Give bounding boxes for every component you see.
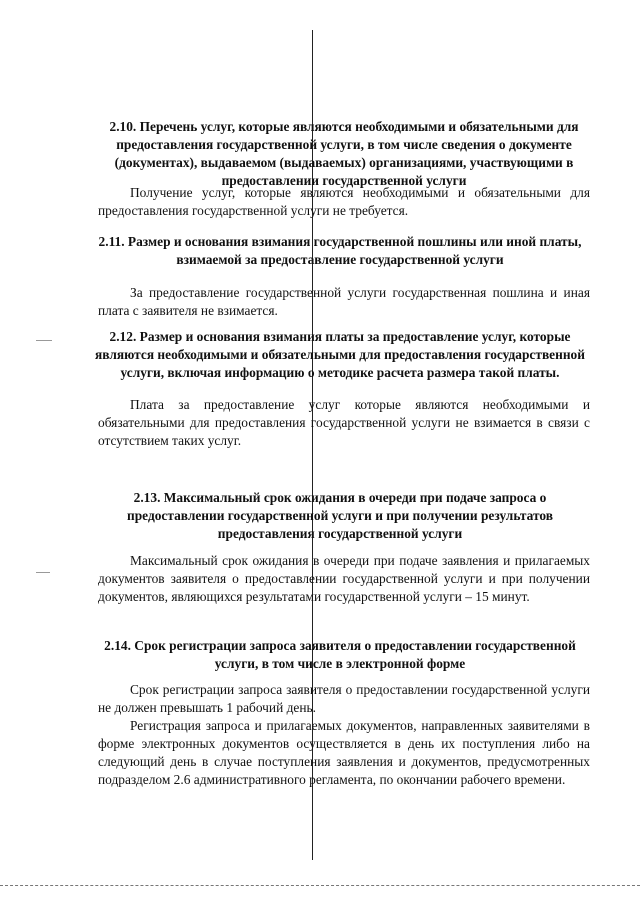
paragraph: Получение услуг, которые являются необходимыми и обязательными для предоставления государственной услуги не требуется. — [98, 185, 590, 218]
section-body-2-14 — [98, 681, 590, 789]
section-heading-2-12: 2.12. Размер и основания взимания платы за предоставление услуг, которые являются необходимыми и обязательными для предоставления государственной услуги, включая информацию о методике расчета размера такой платы. — [95, 329, 585, 380]
section-body-2-13 — [98, 552, 590, 606]
section-heading-2-14: 2.14. Срок регистрации запроса заявителя о предоставлении государственной услуги, в том числе в электронной форме — [104, 638, 576, 671]
paragraph: Максимальный срок ожидания в очереди при подаче заявления и прилагаемых документов заявителя о предоставлении государственной услуги и при получении документов, являющихся результатами государственной услуги – 15 минут. — [98, 553, 590, 604]
margin-mark — [36, 340, 52, 341]
section-heading-2-11: 2.11. Размер и основания взимания государственной пошлины или иной платы, взимаемой за предоставление государственной услуги — [98, 234, 582, 267]
paragraph: Регистрация запроса и прилагаемых документов, направленных заявителями в форме электронных документов осуществляется в день их поступления либо на следующий день в случае поступления заявления и документов, предусмотренных подразделом 2.6 административного регламента, по окончании рабочего времени. — [98, 718, 590, 787]
paragraph: Срок регистрации запроса заявителя о предоставлении государственной услуги не должен превышать 1 рабочий день. — [98, 682, 590, 715]
paragraph: Плата за предоставление услуг которые являются необходимыми и обязательными для предоставления государственной услуги не взимается в связи с отсутствием таких услуг. — [98, 397, 590, 448]
paragraph: За предоставление государственной услуги государственная пошлина и иная плата с заявителя не взимается. — [98, 285, 590, 318]
section-heading-2-10: 2.10. Перечень услуг, которые являются необходимыми и обязательными для предоставления государственной услуги, в том числе сведения о документе (документах), выдаваемом (выдаваемых) организациями, участвующими в предоставлении государственной услуги — [109, 119, 579, 188]
section-body-2-11 — [98, 284, 590, 320]
page-bottom-rule — [0, 885, 640, 886]
section-body-2-12 — [98, 396, 590, 450]
section-body-2-10 — [98, 184, 590, 220]
section-heading-2-13: 2.13. Максимальный срок ожидания в очереди при подаче запроса о предоставлении государственной услуги и при получении результатов предоставления государственной услуги — [127, 490, 553, 541]
margin-mark — [36, 572, 50, 573]
